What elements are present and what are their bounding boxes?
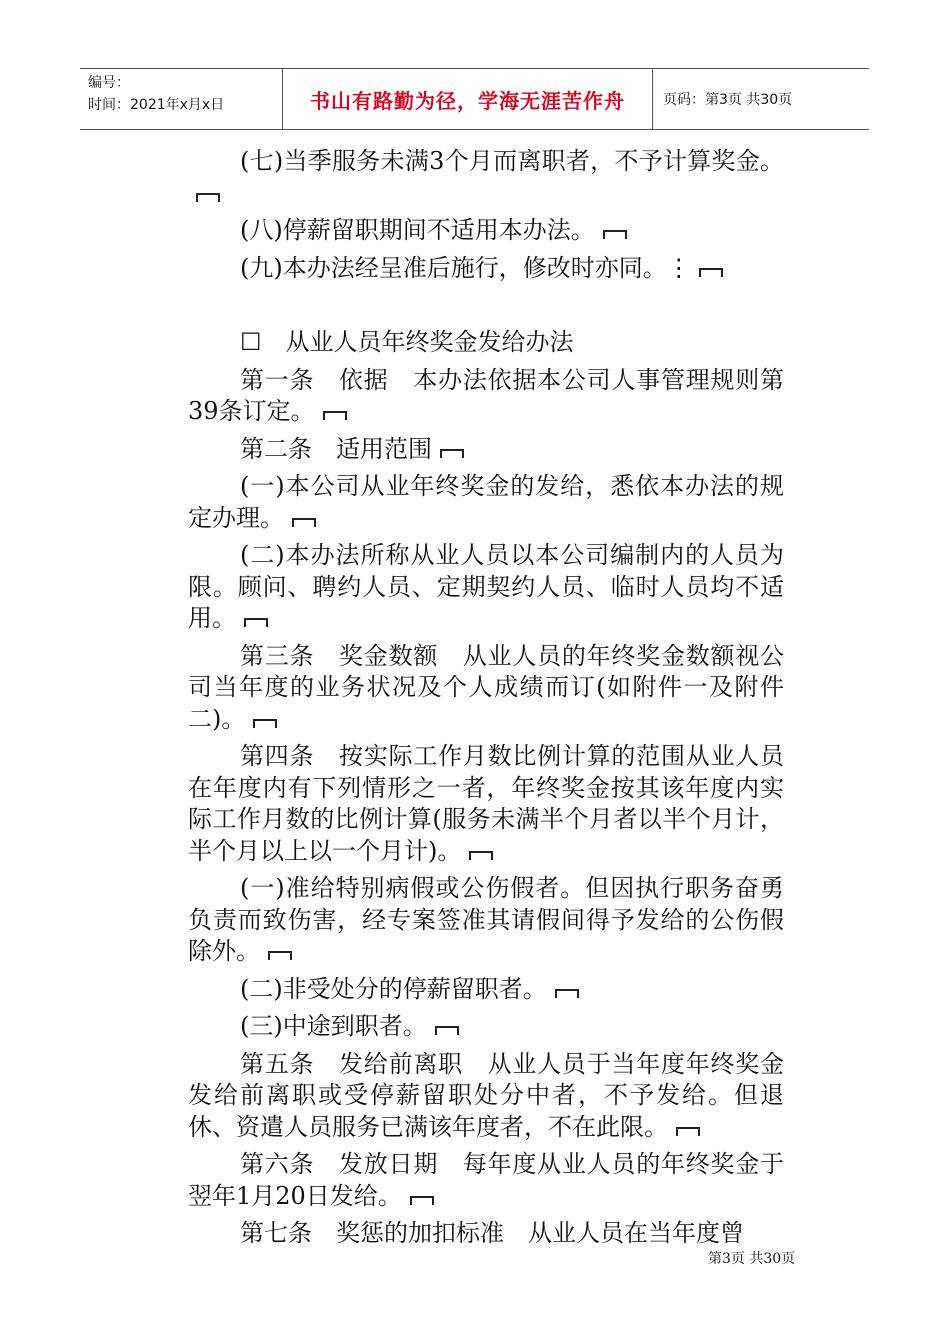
paragraph: (一)本公司从业年终奖金的发给，悉依本办法的规定办理。 — [188, 472, 784, 532]
section-heading: ☐ 从业人员年终奖金发给办法 — [240, 328, 574, 356]
paragraph: 第二条 适用范围 — [188, 434, 784, 466]
line-break-mark-icon — [268, 951, 292, 960]
line-break-mark-icon — [410, 1196, 434, 1205]
line-break-mark-icon — [555, 989, 579, 998]
paragraph: (二)本办法所称从业人员以本公司编制内的人员为限。顾问、聘约人员、定期契约人员、临时人员均不适用。 — [188, 541, 784, 632]
paragraph: (七)当季服务未满3个月而离职者，不予计算奖金。 — [188, 146, 784, 209]
line-break-mark-icon — [699, 268, 723, 277]
line-break-mark-icon — [253, 719, 277, 728]
page-header — [80, 68, 869, 130]
line-break-mark-icon — [323, 411, 347, 420]
paragraph: 第四条 按实际工作月数比例计算的范围从业人员在年度内有下列情形之一者，年终奖金按其该年度内实际工作月数的比例计算(服务未满半个月者以半个月计，半个月以上以一个月计)。 — [188, 742, 784, 865]
paragraph: (二)非受处分的停薪留职者。 — [188, 974, 784, 1006]
line-break-mark-icon — [244, 618, 268, 627]
line-break-mark-icon — [603, 230, 627, 239]
paragraph: (一)准给特别病假或公伤假者。但因执行职务奋勇负责而致伤害，经专案签准其请假间得予发给的公伤假除外。 — [188, 874, 784, 965]
document-body — [188, 146, 784, 1256]
line-break-mark-icon — [676, 1127, 700, 1136]
paragraph: (九)本办法经呈准后施行，修改时亦同。⋮ — [188, 253, 784, 285]
line-break-mark-icon — [292, 518, 316, 527]
doc-date: 时间：2021年x月x日 — [88, 97, 225, 113]
paragraph: (八)停薪留职期间不适用本办法。 — [188, 215, 784, 247]
header-motto: 书山有路勤为径，学海无涯苦作舟 — [283, 69, 653, 129]
paragraph: 第五条 发给前离职 从业人员于当年度年终奖金发给前离职或受停薪留职处分中者，不予发给。但退休、资遣人员服务已满该年度者，不在此限。 — [188, 1049, 784, 1141]
paragraph: (三)中途到职者。 — [188, 1011, 784, 1043]
header-page-number: 页码：第3页 共30页 — [663, 92, 793, 108]
paragraph: 第七条 奖惩的加扣标准 从业人员在当年度曾 — [240, 1219, 744, 1247]
page-footer: 第3页 共30页 — [708, 1251, 796, 1267]
header-meta — [80, 69, 283, 129]
line-break-mark-icon — [469, 851, 493, 860]
doc-code-label: 编号： — [88, 75, 130, 91]
line-break-mark-icon — [435, 1026, 459, 1035]
line-break-mark-icon — [440, 449, 464, 458]
paragraph: 第一条 依据 本办法依据本公司人事管理规则第39条订定。 — [188, 365, 784, 425]
paragraph: 第六条 发放日期 每年度从业人员的年终奖金于翌年1月20日发给。 — [188, 1150, 784, 1210]
line-break-mark-icon — [196, 193, 220, 202]
paragraph: 第三条 奖金数额 从业人员的年终奖金数额视公司当年度的业务状况及个人成绩而订(如附件一及附件二)。 — [188, 641, 784, 733]
